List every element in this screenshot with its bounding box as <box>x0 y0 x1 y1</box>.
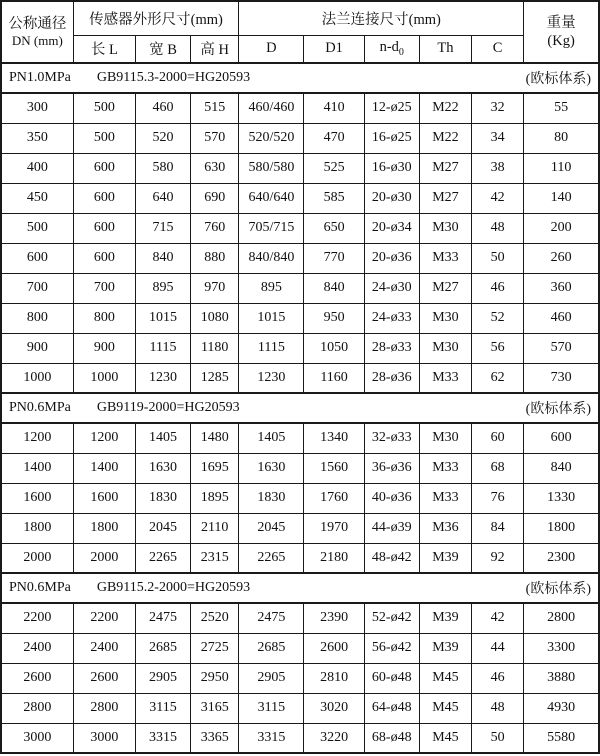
cell-dn: 1000 <box>1 363 73 393</box>
section-pressure: PN0.6MPa <box>9 400 71 415</box>
data-row <box>1 333 599 363</box>
header-n-d0 <box>364 35 419 63</box>
section-pressure: PN1.0MPa <box>9 70 71 85</box>
cell-c: 48 <box>472 213 524 243</box>
data-row <box>1 453 599 483</box>
cell-d1: 650 <box>304 213 364 243</box>
data-row <box>1 603 599 633</box>
cell-th: M45 <box>419 693 471 723</box>
cell-nd0: 44-ø39 <box>364 513 419 543</box>
cell-d1: 1760 <box>304 483 364 513</box>
section-header-row <box>1 573 599 603</box>
cell-b: 1830 <box>135 483 190 513</box>
data-row <box>1 633 599 663</box>
cell-th: M22 <box>419 93 471 123</box>
cell-weight: 3300 <box>524 633 599 663</box>
cell-d: 840/840 <box>239 243 304 273</box>
cell-c: 46 <box>472 273 524 303</box>
cell-th: M36 <box>419 513 471 543</box>
cell-th: M39 <box>419 603 471 633</box>
cell-d: 1115 <box>239 333 304 363</box>
cell-l: 600 <box>73 243 135 273</box>
header-d1: D1 <box>304 35 364 63</box>
cell-nd0: 24-ø33 <box>364 303 419 333</box>
cell-weight: 570 <box>524 333 599 363</box>
cell-h: 570 <box>191 123 239 153</box>
cell-l: 500 <box>73 93 135 123</box>
cell-nd0: 16-ø30 <box>364 153 419 183</box>
data-row <box>1 153 599 183</box>
data-row <box>1 513 599 543</box>
cell-d: 2265 <box>239 543 304 573</box>
cell-dn: 900 <box>1 333 73 363</box>
cell-d1: 2180 <box>304 543 364 573</box>
data-row <box>1 663 599 693</box>
cell-l: 1400 <box>73 453 135 483</box>
cell-h: 3165 <box>191 693 239 723</box>
table-header <box>1 1 599 63</box>
header-weight-cn: 重量 <box>546 14 576 31</box>
cell-weight: 3880 <box>524 663 599 693</box>
cell-th: M30 <box>419 423 471 453</box>
header-th: Th <box>419 35 471 63</box>
cell-h: 880 <box>191 243 239 273</box>
section-system: (欧标体系) <box>525 582 591 597</box>
cell-c: 44 <box>472 633 524 663</box>
cell-d: 3315 <box>239 723 304 753</box>
header-length-l: 长 L <box>73 35 135 63</box>
cell-nd0: 16-ø25 <box>364 123 419 153</box>
cell-d: 1830 <box>239 483 304 513</box>
cell-nd0: 24-ø30 <box>364 273 419 303</box>
cell-d1: 1160 <box>304 363 364 393</box>
table-body <box>1 63 599 753</box>
cell-d: 2685 <box>239 633 304 663</box>
cell-c: 52 <box>472 303 524 333</box>
cell-dn: 2200 <box>1 603 73 633</box>
cell-th: M33 <box>419 243 471 273</box>
cell-l: 2600 <box>73 663 135 693</box>
cell-h: 2110 <box>191 513 239 543</box>
cell-c: 50 <box>472 243 524 273</box>
cell-dn: 450 <box>1 183 73 213</box>
cell-l: 3000 <box>73 723 135 753</box>
cell-weight: 200 <box>524 213 599 243</box>
cell-b: 2045 <box>135 513 190 543</box>
cell-weight: 1330 <box>524 483 599 513</box>
cell-dn: 600 <box>1 243 73 273</box>
cell-c: 46 <box>472 663 524 693</box>
cell-c: 60 <box>472 423 524 453</box>
cell-nd0: 64-ø48 <box>364 693 419 723</box>
header-c: C <box>472 35 524 63</box>
cell-nd0: 20-ø34 <box>364 213 419 243</box>
cell-l: 700 <box>73 273 135 303</box>
cell-b: 580 <box>135 153 190 183</box>
cell-nd0: 28-ø36 <box>364 363 419 393</box>
cell-d: 1015 <box>239 303 304 333</box>
cell-d: 2045 <box>239 513 304 543</box>
cell-c: 38 <box>472 153 524 183</box>
cell-l: 500 <box>73 123 135 153</box>
cell-th: M30 <box>419 333 471 363</box>
cell-nd0: 20-ø30 <box>364 183 419 213</box>
cell-c: 62 <box>472 363 524 393</box>
section-system: (欧标体系) <box>525 402 591 417</box>
cell-h: 1080 <box>191 303 239 333</box>
cell-d1: 1050 <box>304 333 364 363</box>
section-header-cell <box>1 63 599 93</box>
header-row-groups <box>1 1 599 35</box>
cell-d: 3115 <box>239 693 304 723</box>
cell-weight: 5580 <box>524 723 599 753</box>
cell-d: 1405 <box>239 423 304 453</box>
cell-th: M33 <box>419 453 471 483</box>
cell-b: 1015 <box>135 303 190 333</box>
cell-weight: 600 <box>524 423 599 453</box>
cell-nd0: 32-ø33 <box>364 423 419 453</box>
section-standard: GB9115.2-2000=HG20593 <box>96 580 251 595</box>
cell-weight: 110 <box>524 153 599 183</box>
cell-d: 2475 <box>239 603 304 633</box>
cell-weight: 140 <box>524 183 599 213</box>
section-header-cell <box>1 573 599 603</box>
cell-th: M27 <box>419 273 471 303</box>
cell-c: 50 <box>472 723 524 753</box>
cell-b: 3115 <box>135 693 190 723</box>
cell-dn: 400 <box>1 153 73 183</box>
header-width-b: 宽 B <box>135 35 190 63</box>
cell-b: 520 <box>135 123 190 153</box>
cell-nd0: 60-ø48 <box>364 663 419 693</box>
data-row <box>1 693 599 723</box>
data-row <box>1 183 599 213</box>
cell-d: 1230 <box>239 363 304 393</box>
cell-l: 900 <box>73 333 135 363</box>
cell-c: 48 <box>472 693 524 723</box>
cell-dn: 2000 <box>1 543 73 573</box>
header-weight <box>524 1 599 63</box>
header-n-d0-main: n-d <box>379 39 399 56</box>
cell-d1: 2600 <box>304 633 364 663</box>
cell-d1: 770 <box>304 243 364 273</box>
cell-c: 68 <box>472 453 524 483</box>
cell-d1: 525 <box>304 153 364 183</box>
cell-l: 2800 <box>73 693 135 723</box>
header-group-sensor-dimensions: 传感器外形尺寸(mm) <box>73 1 239 35</box>
cell-dn: 1800 <box>1 513 73 543</box>
cell-th: M33 <box>419 363 471 393</box>
cell-weight: 4930 <box>524 693 599 723</box>
cell-d1: 410 <box>304 93 364 123</box>
cell-weight: 460 <box>524 303 599 333</box>
cell-d: 895 <box>239 273 304 303</box>
cell-h: 760 <box>191 213 239 243</box>
header-d: D <box>239 35 304 63</box>
cell-d1: 2810 <box>304 663 364 693</box>
cell-nd0: 28-ø33 <box>364 333 419 363</box>
cell-l: 1800 <box>73 513 135 543</box>
cell-h: 2520 <box>191 603 239 633</box>
header-n-d0-sub: 0 <box>398 47 404 59</box>
cell-d: 705/715 <box>239 213 304 243</box>
cell-h: 1695 <box>191 453 239 483</box>
cell-weight: 80 <box>524 123 599 153</box>
cell-th: M45 <box>419 663 471 693</box>
cell-th: M45 <box>419 723 471 753</box>
cell-d1: 840 <box>304 273 364 303</box>
cell-l: 600 <box>73 183 135 213</box>
cell-nd0: 48-ø42 <box>364 543 419 573</box>
cell-c: 34 <box>472 123 524 153</box>
cell-th: M27 <box>419 153 471 183</box>
cell-b: 640 <box>135 183 190 213</box>
cell-nd0: 20-ø36 <box>364 243 419 273</box>
section-header-row <box>1 63 599 93</box>
cell-b: 1115 <box>135 333 190 363</box>
data-row <box>1 363 599 393</box>
cell-nd0: 36-ø36 <box>364 453 419 483</box>
cell-d: 580/580 <box>239 153 304 183</box>
cell-b: 2905 <box>135 663 190 693</box>
cell-weight: 55 <box>524 93 599 123</box>
cell-h: 970 <box>191 273 239 303</box>
cell-dn: 300 <box>1 93 73 123</box>
cell-weight: 2800 <box>524 603 599 633</box>
cell-b: 2265 <box>135 543 190 573</box>
cell-h: 2725 <box>191 633 239 663</box>
cell-weight: 730 <box>524 363 599 393</box>
cell-dn: 500 <box>1 213 73 243</box>
cell-weight: 360 <box>524 273 599 303</box>
data-row <box>1 423 599 453</box>
cell-nd0: 12-ø25 <box>364 93 419 123</box>
cell-b: 715 <box>135 213 190 243</box>
cell-d1: 585 <box>304 183 364 213</box>
header-nominal-diameter-unit: DN (mm) <box>11 32 63 48</box>
cell-l: 1200 <box>73 423 135 453</box>
data-row <box>1 93 599 123</box>
cell-b: 1630 <box>135 453 190 483</box>
cell-dn: 2800 <box>1 693 73 723</box>
cell-d1: 2390 <box>304 603 364 633</box>
cell-l: 800 <box>73 303 135 333</box>
cell-weight: 260 <box>524 243 599 273</box>
cell-c: 56 <box>472 333 524 363</box>
cell-l: 600 <box>73 153 135 183</box>
cell-dn: 1400 <box>1 453 73 483</box>
cell-b: 2685 <box>135 633 190 663</box>
cell-d1: 1340 <box>304 423 364 453</box>
cell-h: 2315 <box>191 543 239 573</box>
header-group-flange-dimensions: 法兰连接尺寸(mm) <box>239 1 524 35</box>
cell-h: 1180 <box>191 333 239 363</box>
cell-nd0: 40-ø36 <box>364 483 419 513</box>
cell-th: M33 <box>419 483 471 513</box>
cell-d1: 470 <box>304 123 364 153</box>
cell-c: 32 <box>472 93 524 123</box>
cell-th: M27 <box>419 183 471 213</box>
cell-dn: 800 <box>1 303 73 333</box>
cell-b: 840 <box>135 243 190 273</box>
cell-h: 515 <box>191 93 239 123</box>
cell-dn: 1200 <box>1 423 73 453</box>
cell-nd0: 52-ø42 <box>364 603 419 633</box>
header-height-h: 高 H <box>191 35 239 63</box>
header-weight-unit: (Kg) <box>547 33 575 49</box>
cell-d: 2905 <box>239 663 304 693</box>
cell-l: 1000 <box>73 363 135 393</box>
cell-c: 76 <box>472 483 524 513</box>
cell-dn: 700 <box>1 273 73 303</box>
cell-h: 630 <box>191 153 239 183</box>
cell-c: 42 <box>472 603 524 633</box>
cell-weight: 2300 <box>524 543 599 573</box>
cell-l: 2400 <box>73 633 135 663</box>
cell-h: 2950 <box>191 663 239 693</box>
cell-d1: 950 <box>304 303 364 333</box>
cell-d: 460/460 <box>239 93 304 123</box>
cell-nd0: 68-ø48 <box>364 723 419 753</box>
cell-d1: 1970 <box>304 513 364 543</box>
cell-c: 92 <box>472 543 524 573</box>
cell-d: 520/520 <box>239 123 304 153</box>
cell-b: 1230 <box>135 363 190 393</box>
cell-d1: 3220 <box>304 723 364 753</box>
cell-dn: 2400 <box>1 633 73 663</box>
cell-b: 1405 <box>135 423 190 453</box>
cell-l: 2000 <box>73 543 135 573</box>
cell-dn: 3000 <box>1 723 73 753</box>
data-row <box>1 123 599 153</box>
header-nominal-diameter-cn: 公称通径 <box>8 15 67 32</box>
cell-l: 600 <box>73 213 135 243</box>
cell-weight: 1800 <box>524 513 599 543</box>
cell-h: 690 <box>191 183 239 213</box>
cell-b: 460 <box>135 93 190 123</box>
cell-b: 895 <box>135 273 190 303</box>
cell-dn: 2600 <box>1 663 73 693</box>
header-nominal-diameter <box>1 1 73 63</box>
section-standard: GB9115.3-2000=HG20593 <box>96 70 251 85</box>
cell-h: 1285 <box>191 363 239 393</box>
cell-d1: 3020 <box>304 693 364 723</box>
cell-d1: 1560 <box>304 453 364 483</box>
cell-d: 1630 <box>239 453 304 483</box>
cell-c: 42 <box>472 183 524 213</box>
cell-c: 84 <box>472 513 524 543</box>
cell-dn: 1600 <box>1 483 73 513</box>
cell-th: M39 <box>419 543 471 573</box>
data-row <box>1 243 599 273</box>
data-row <box>1 483 599 513</box>
section-header-cell <box>1 393 599 423</box>
cell-h: 1480 <box>191 423 239 453</box>
cell-th: M30 <box>419 213 471 243</box>
cell-weight: 840 <box>524 453 599 483</box>
data-row <box>1 273 599 303</box>
section-pressure: PN0.6MPa <box>9 580 71 595</box>
cell-b: 2475 <box>135 603 190 633</box>
cell-b: 3315 <box>135 723 190 753</box>
cell-dn: 350 <box>1 123 73 153</box>
cell-th: M39 <box>419 633 471 663</box>
section-header-row <box>1 393 599 423</box>
cell-h: 3365 <box>191 723 239 753</box>
cell-th: M22 <box>419 123 471 153</box>
section-system: (欧标体系) <box>525 72 591 87</box>
cell-h: 1895 <box>191 483 239 513</box>
cell-l: 2200 <box>73 603 135 633</box>
data-row <box>1 213 599 243</box>
cell-nd0: 56-ø42 <box>364 633 419 663</box>
section-standard: GB9119-2000=HG20593 <box>96 400 240 415</box>
data-row <box>1 543 599 573</box>
data-row <box>1 723 599 753</box>
cell-th: M30 <box>419 303 471 333</box>
cell-l: 1600 <box>73 483 135 513</box>
cell-d: 640/640 <box>239 183 304 213</box>
header-row-subcolumns <box>1 35 599 63</box>
data-row <box>1 303 599 333</box>
